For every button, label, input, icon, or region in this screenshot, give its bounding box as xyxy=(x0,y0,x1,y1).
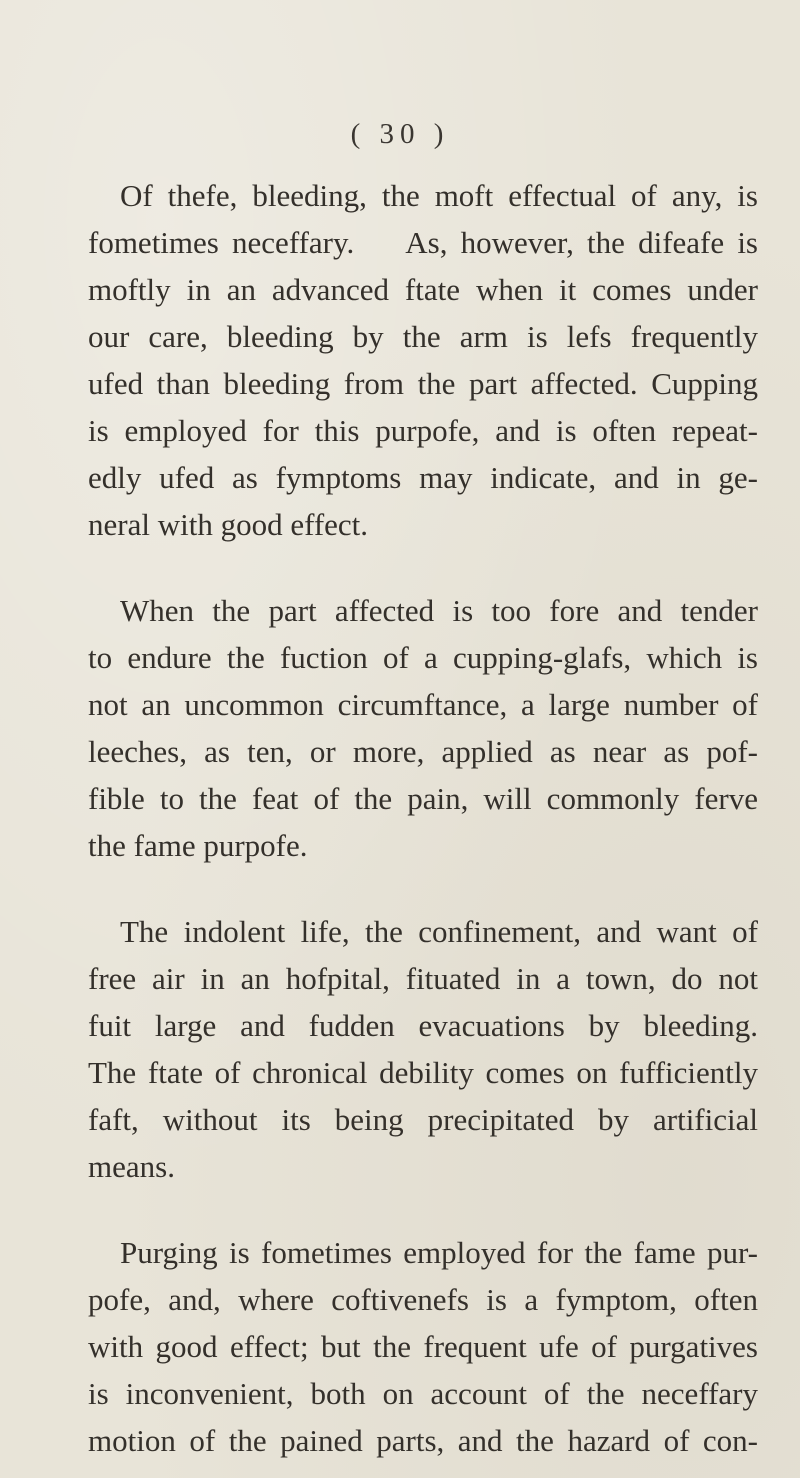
page-number: ( 30 ) xyxy=(350,118,450,150)
paragraph-1-line-1: Of thefe, bleeding, the moft effectual of any, is xyxy=(120,178,758,213)
paragraph-2-line-5: fible to the feat of the pain, will commonly ferve xyxy=(88,781,758,816)
paragraph-3-line-1: The indolent life, the confinement, and want of xyxy=(120,914,758,949)
paragraph-4-line-5: motion of the pained parts, and the hazard of con- xyxy=(88,1423,758,1458)
paragraph-4-line-1: Purging is fometimes employed for the fame pur- xyxy=(120,1235,758,1270)
paragraph-2-line-3: not an uncommon circumftance, a large number of xyxy=(88,687,758,722)
paragraph-2-line-1: When the part affected is too fore and tender xyxy=(120,593,758,628)
paragraph-3-line-5: faft, without its being precipitated by artificial xyxy=(88,1102,758,1137)
paragraph-2-line-6: the fame purpofe. xyxy=(88,828,308,863)
paragraph-1-line-2: fometimes neceffary. As, however, the difeafe is xyxy=(88,225,758,260)
paragraph-1-line-3: moftly in an advanced ftate when it comes under xyxy=(88,272,758,307)
paragraph-1-line-4: our care, bleeding by the arm is lefs frequently xyxy=(88,319,758,354)
paragraph-4-line-3: with good effect; but the frequent ufe of purgatives xyxy=(88,1329,758,1364)
paragraph-4-line-4: is inconvenient, both on account of the neceffary xyxy=(88,1376,758,1411)
paragraph-3-line-2: free air in an hofpital, fituated in a town, do not xyxy=(88,961,758,996)
paragraph-1-line-8: neral with good effect. xyxy=(88,507,369,542)
paragraph-2-line-4: leeches, as ten, or more, applied as near as pof- xyxy=(88,734,758,769)
paragraph-3-line-3: fuit large and fudden evacuations by bleeding. xyxy=(88,1008,758,1043)
paragraph-4-line-2: pofe, and, where coftivenefs is a fymptom, often xyxy=(88,1282,758,1317)
paragraph-1-line-6: is employed for this purpofe, and is often repeat- xyxy=(88,413,758,448)
paragraph-3-line-6: means. xyxy=(88,1149,175,1184)
paragraph-3-line-4: The ftate of chronical debility comes on fufficiently xyxy=(88,1055,758,1090)
paragraph-1-line-7: edly ufed as fymptoms may indicate, and in ge- xyxy=(88,460,758,495)
paragraph-2-line-2: to endure the fuction of a cupping-glafs, which is xyxy=(88,640,758,675)
paragraph-1-line-5: ufed than bleeding from the part affected. Cupping xyxy=(88,366,758,401)
